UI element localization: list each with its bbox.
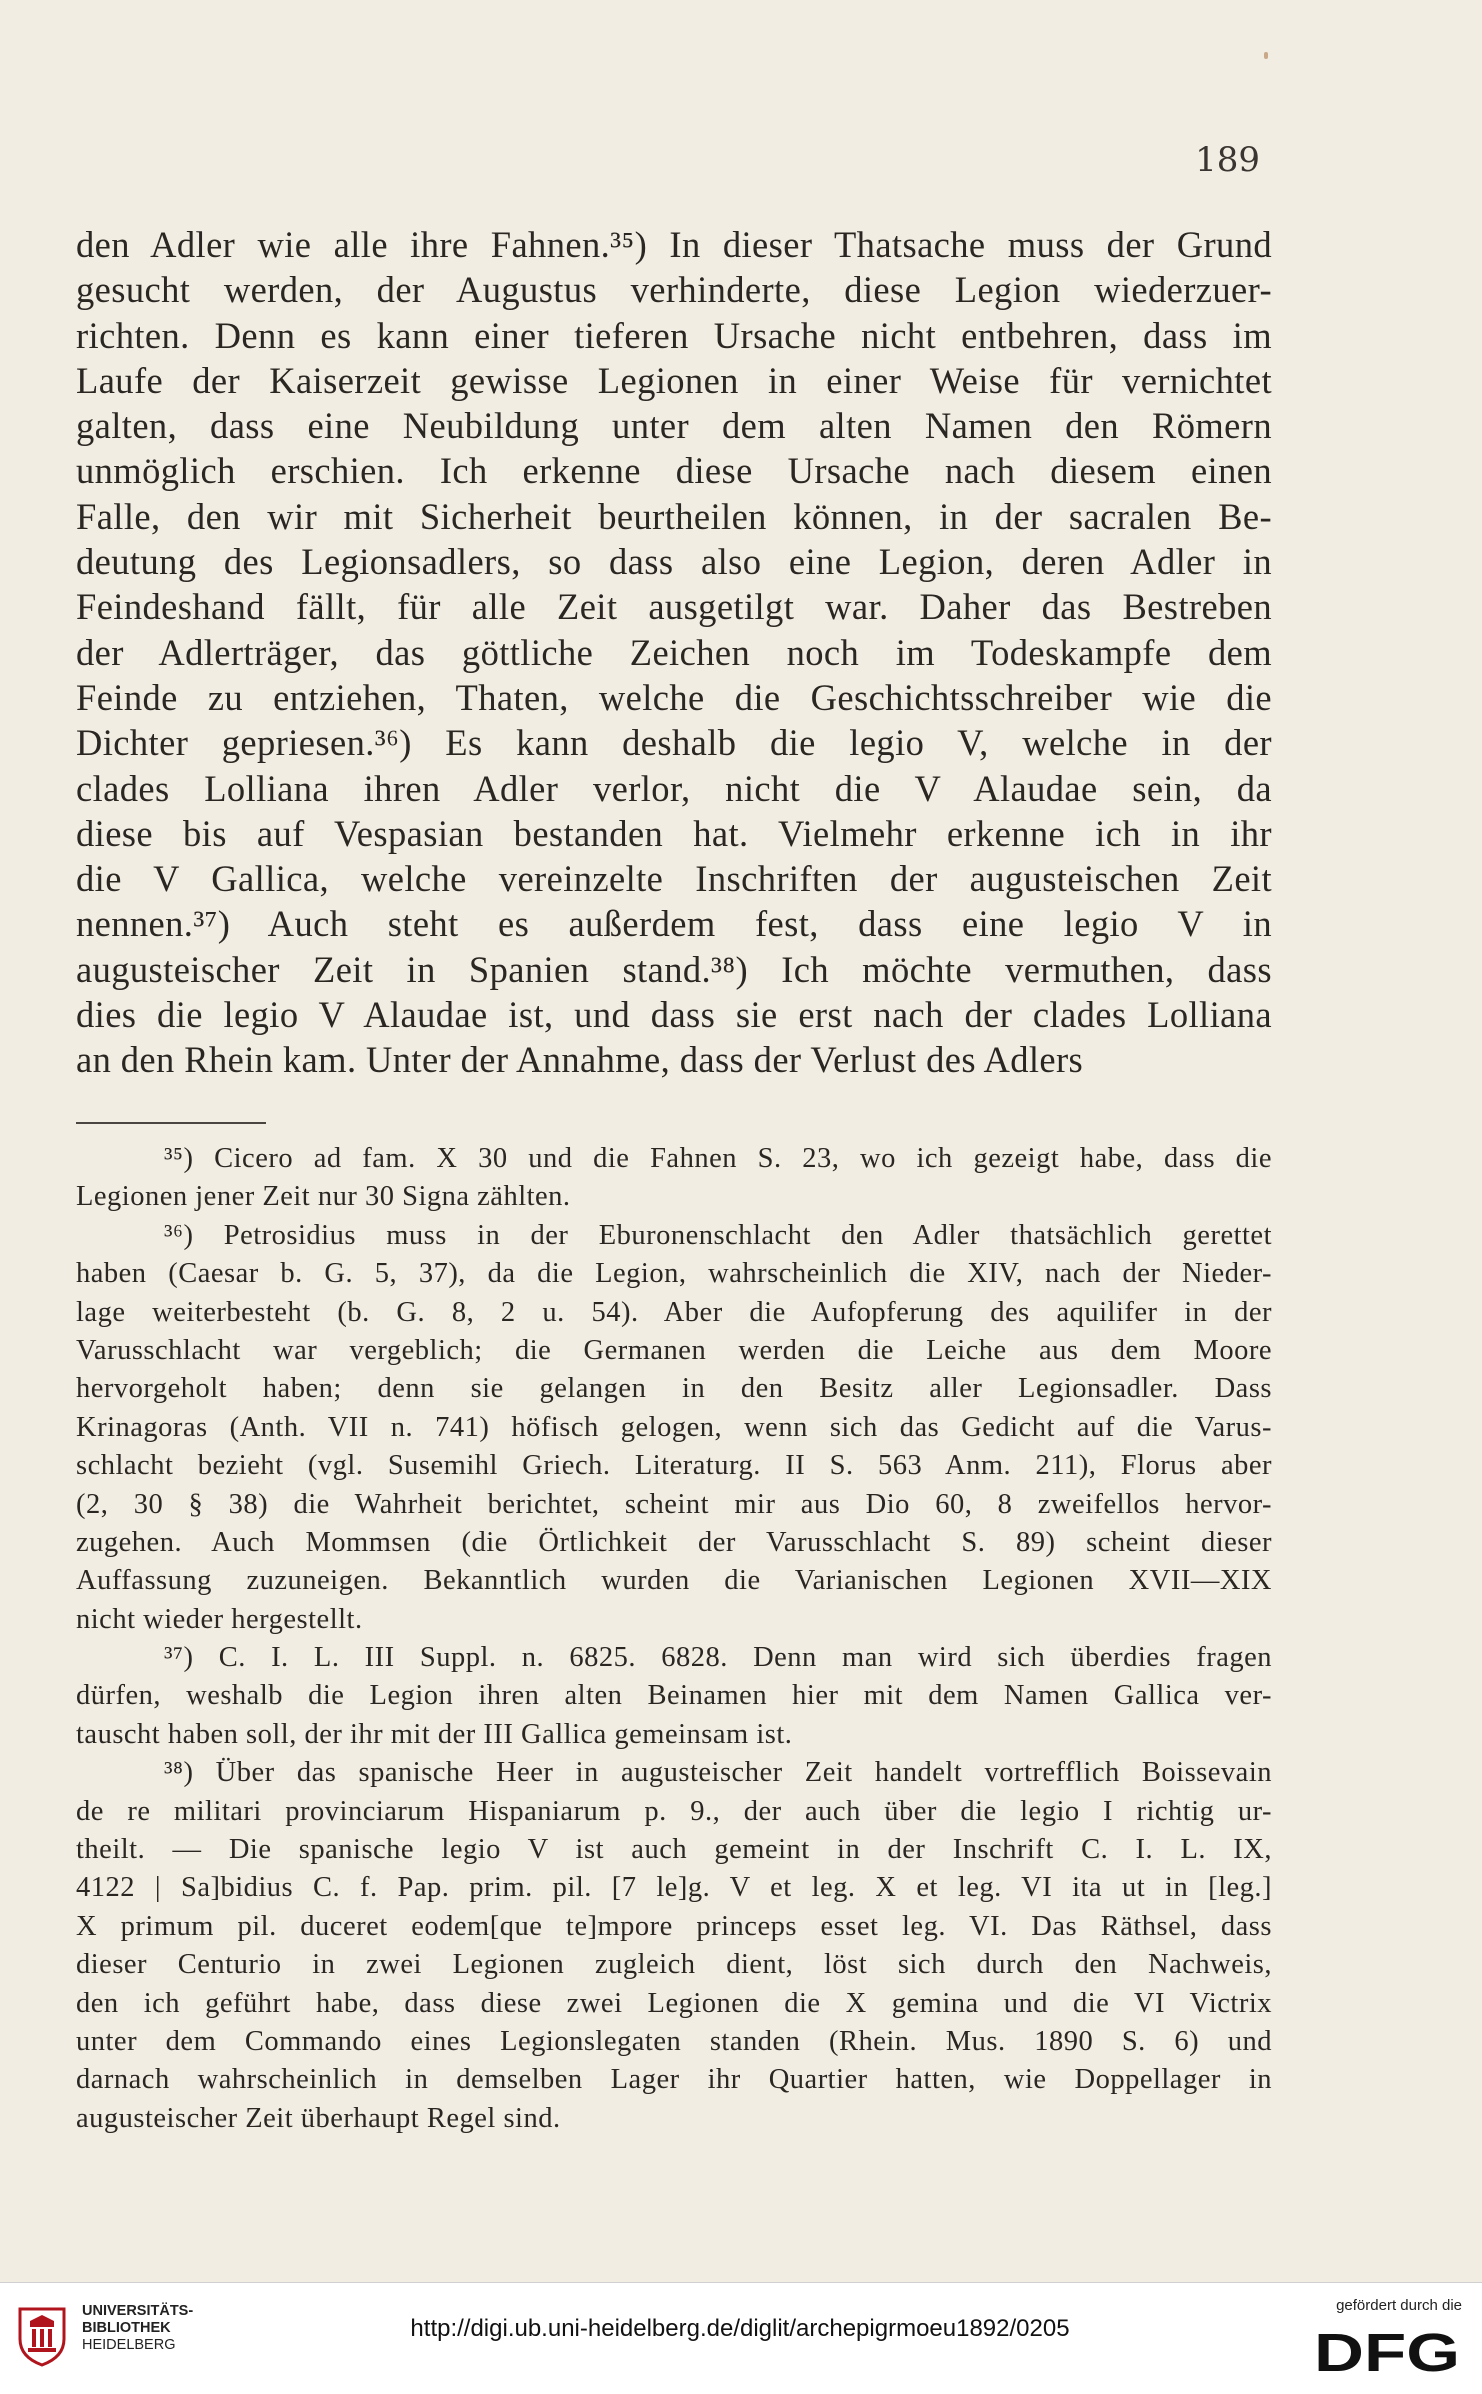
library-name-line-3: HEIDELBERG bbox=[82, 2337, 176, 2353]
library-name bbox=[82, 2303, 193, 2354]
footnote-line: ³⁷) C. I. L. III Suppl. n. 6825. 6828. Denn man wird sich überdies fragen bbox=[164, 1642, 1272, 1674]
footnote-line: (2, 30 § 38) die Wahrheit berichtet, scheint mir aus Dio 60, 8 zweifellos hervor- bbox=[76, 1488, 1272, 1520]
footnote-line: 4122 | Sa]bidius C. f. Pap. prim. pil. [7 le]g. V et leg. X et leg. VI ita ut in [leg.] bbox=[76, 1872, 1272, 1904]
body-text-line: clades Lolliana ihren Adler verlor, nicht die V Alaudae sein, da bbox=[76, 767, 1272, 809]
body-text-line: Laufe der Kaiserzeit gewisse Legionen in einer Weise für vernichtet bbox=[76, 359, 1272, 401]
footnote-line: X primum pil. duceret eodem[que te]mpore princeps esset leg. VI. Das Räthsel, dass bbox=[76, 1910, 1272, 1942]
footnote-line: haben (Caesar b. G. 5, 37), da die Legion, wahrscheinlich die XIV, nach der Nieder- bbox=[76, 1258, 1272, 1290]
body-text-line: an den Rhein kam. Unter der Annahme, dass der Verlust des Adlers bbox=[76, 1039, 1084, 1081]
body-text-line: Feinde zu entziehen, Thaten, welche die Geschichtsschreiber wie die bbox=[76, 676, 1272, 718]
footnote-line: Varusschlacht war vergeblich; die Germanen werden die Leiche aus dem Moore bbox=[76, 1334, 1272, 1366]
body-text-line: augusteischer Zeit in Spanien stand.³⁸) Ich möchte vermuthen, dass bbox=[76, 948, 1272, 990]
footnote-line: zugehen. Auch Mommsen (die Örtlichkeit der Varusschlacht S. 89) scheint dieser bbox=[76, 1526, 1272, 1558]
footer-bar bbox=[0, 2282, 1482, 2394]
university-library-logo-icon bbox=[16, 2305, 68, 2367]
body-text-line: den Adler wie alle ihre Fahnen.³⁵) In dieser Thatsache muss der Grund bbox=[76, 224, 1272, 265]
footnote-line: Krinagoras (Anth. VII n. 741) höfisch gelogen, wenn sich das Gedicht auf die Varus- bbox=[76, 1411, 1272, 1443]
footnote-line: lage weiterbesteht (b. G. 8, 2 u. 54). Aber die Aufopferung des aquilifer in der bbox=[76, 1296, 1272, 1328]
footnote-line: Auffassung zuzuneigen. Bekanntlich wurden die Varianischen Legionen XVII—XIX bbox=[76, 1565, 1272, 1597]
dfg-logo-text: DFG bbox=[1314, 2325, 1460, 2377]
body-text-line: nennen.³⁷) Auch steht es außerdem fest, dass eine legio V in bbox=[76, 903, 1272, 945]
body-text-line: Dichter gepriesen.³⁶) Es kann deshalb die legio V, welche in der bbox=[76, 722, 1272, 764]
body-text-line: die V Gallica, welche vereinzelte Inschriften der augusteischen Zeit bbox=[76, 858, 1272, 900]
body-text-line: galten, dass eine Neubildung unter dem alten Namen den Römern bbox=[76, 405, 1272, 447]
library-name-line-1: UNIVERSITÄTS- bbox=[82, 2303, 194, 2319]
footnotes bbox=[76, 1140, 1272, 2138]
footnote-line: den ich geführt habe, dass diese zwei Legionen die X gemina und die VI Victrix bbox=[76, 1987, 1272, 2019]
footnote-separator bbox=[76, 1122, 266, 1124]
footnote-line: tauscht haben soll, der ihr mit der III Gallica gemeinsam ist. bbox=[76, 1718, 793, 1750]
body-text-line: Feindeshand fällt, für alle Zeit ausgetilgt war. Daher das Bestreben bbox=[76, 586, 1272, 628]
footnote-line: de re militari provinciarum Hispaniarum p. 9., der auch über die legio I richtig ur- bbox=[76, 1795, 1272, 1827]
main-body-text bbox=[76, 222, 1272, 1083]
scan-speck bbox=[1264, 52, 1268, 59]
footnote-line: schlacht bezieht (vgl. Susemihl Griech. Literaturg. II S. 563 Anm. 211), Florus aber bbox=[76, 1450, 1272, 1482]
funded-by-label: gefördert durch die bbox=[1336, 2297, 1462, 2314]
footnote-line: theilt. — Die spanische legio V ist auch gemeint in der Inschrift C. I. L. IX, bbox=[76, 1834, 1272, 1866]
footnote-line: augusteischer Zeit überhaupt Regel sind. bbox=[76, 2102, 561, 2134]
permalink-url[interactable]: http://digi.ub.uni-heidelberg.de/diglit/archepigrmoeu1892/0205 bbox=[410, 2315, 1070, 2342]
footnote-line: Legionen jener Zeit nur 30 Signa zählten. bbox=[76, 1181, 571, 1213]
footnote-line: unter dem Commando eines Legionslegaten standen (Rhein. Mus. 1890 S. 6) und bbox=[76, 2025, 1272, 2057]
body-text-line: diese bis auf Vespasian bestanden hat. Vielmehr erkenne ich in ihr bbox=[76, 812, 1272, 854]
body-text-line: unmöglich erschien. Ich erkenne diese Ursache nach diesem einen bbox=[76, 450, 1272, 492]
footnote-line: ³⁶) Petrosidius muss in der Eburonenschlacht den Adler thatsächlich gerettet bbox=[164, 1219, 1272, 1251]
footnote-line: nicht wieder hergestellt. bbox=[76, 1603, 363, 1635]
footnote-line: ³⁵) Cicero ad fam. X 30 und die Fahnen S. 23, wo ich gezeigt habe, dass die bbox=[164, 1143, 1272, 1174]
body-text-line: deutung des Legionsadlers, so dass also eine Legion, deren Adler in bbox=[76, 541, 1272, 583]
footnote-line: darnach wahrscheinlich in demselben Lager ihr Quartier hatten, wie Doppellager in bbox=[76, 2064, 1272, 2096]
footnote-line: ³⁸) Über das spanische Heer in augusteischer Zeit handelt vortrefflich Boissevain bbox=[164, 1757, 1272, 1789]
footnote-line: dürfen, weshalb die Legion ihren alten Beinamen hier mit dem Namen Gallica ver- bbox=[76, 1680, 1272, 1712]
dfg-logo-icon bbox=[1314, 2325, 1462, 2377]
body-text-line: der Adlerträger, das göttliche Zeichen noch im Todeskampfe dem bbox=[76, 631, 1272, 673]
body-text-line: gesucht werden, der Augustus verhinderte, diese Legion wiederzuer- bbox=[76, 269, 1272, 311]
footnote-line: dieser Centurio in zwei Legionen zugleich dient, löst sich durch den Nachweis, bbox=[76, 1949, 1272, 1981]
footnote-line: hervorgeholt haben; denn sie gelangen in den Besitz aller Legionsadler. Dass bbox=[76, 1373, 1272, 1405]
page-number: 189 bbox=[1195, 140, 1260, 180]
body-text-line: dies die legio V Alaudae ist, und dass sie erst nach der clades Lolliana bbox=[76, 994, 1272, 1036]
body-text-line: richten. Denn es kann einer tieferen Ursache nicht entbehren, dass im bbox=[76, 314, 1272, 356]
body-text-line: Falle, den wir mit Sicherheit beurtheilen können, in der sacralen Be- bbox=[76, 495, 1272, 537]
library-name-line-2: BIBLIOTHEK bbox=[82, 2320, 171, 2336]
